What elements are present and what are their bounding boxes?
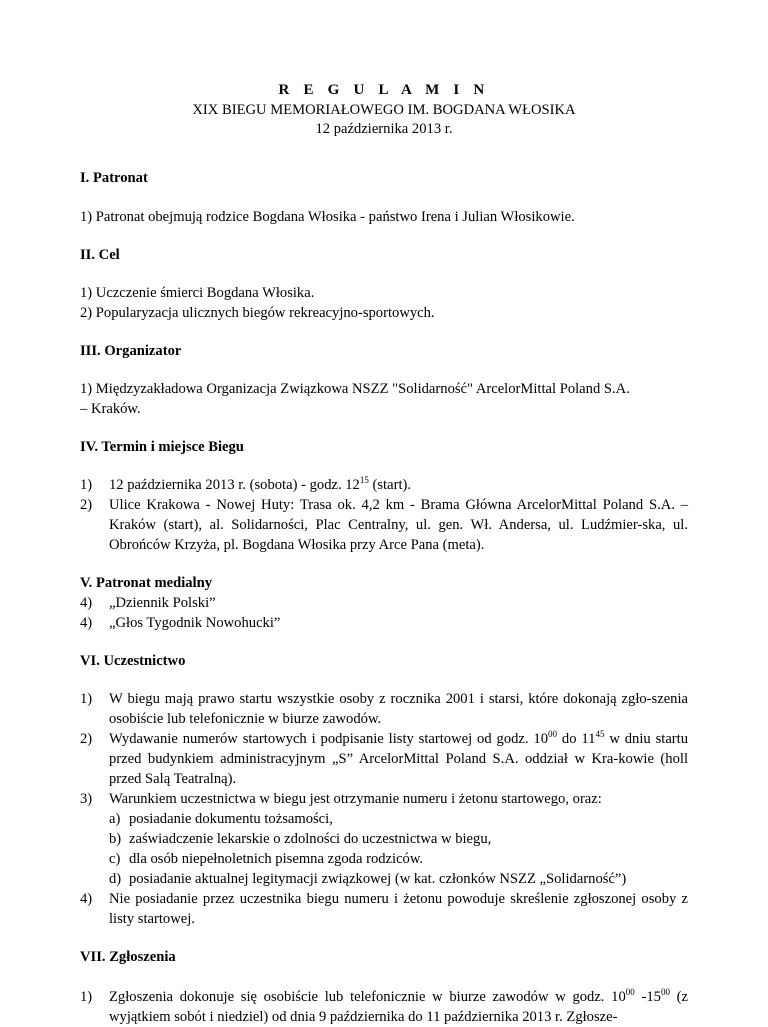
zgloszenia-item-1: 1) Zgłoszenia dokonuje się osobiście lub telefonicznie w biurze zawodów w godz. $10^{00}$ $-15^{00}$ (z wyjątkiem sobót i niedziel) od dnia 9 października do 11 października 2013 r. Zgłosze- [80,987,688,1025]
document-title: R E G U L A M I N [278,82,490,98]
section-heading-termin: IV. Termin i miejsce Biegu [80,439,244,455]
section-heading-uczestnictwo: VI. Uczestnictwo [80,653,186,669]
section-heading-patronat-medialny: V. Patronat medialny [80,575,213,591]
cel-item-2: 2) Popularyzacja ulicznych biegów rekreacyjno-sportowych. [80,305,435,321]
condition-d: d) posiadanie aktualnej legitymacji związkowej (w kat. członków NSZZ „Solidarność”) [109,871,627,887]
section-heading-cel: II. Cel [80,247,120,263]
organizator-item-1-continued: – Kraków. [80,401,141,417]
condition-a: a) posiadanie dokumentu tożsamości, [109,811,333,827]
zgloszenia-list [80,987,688,1027]
termin-item-2: 2) Ulice Krakowa - Nowej Huty: Trasa ok. 4,2 km - Brama Główna ArcelorMittal Poland S.A. – Kraków (start), al. Solidarności, Plac Centralny, ul. gen. Wł. Andersa, ul. Ludźmier-ska, ul. Obrońców Krzyża, pl. Bogdana Włosika przy Arce Pana (meta). [80,497,688,553]
document-page [80,80,688,1027]
item-number: 4) [80,615,93,631]
termin-list [80,475,688,555]
item-number: 3) [80,791,93,807]
patronat-medialny-list [80,593,688,633]
uczestnictwo-list [80,689,688,929]
document-subtitle: XIX BIEGU MEMORIAŁOWEGO IM. BOGDANA WŁOSIKA [192,102,576,118]
item-number: 1) [80,989,93,1005]
item-number: 4) [80,891,93,907]
document-header [80,80,688,139]
item-number: 4) [80,595,93,611]
organizator-item-1: 1) Międzyzakładowa Organizacja Związkowa NSZZ "Solidarność" ArcelorMittal Poland S.A. [80,381,630,397]
media-item-1: 4) „Dziennik Polski” [80,595,216,611]
item-number: 2) [80,731,93,747]
uczestnictwo-conditions [109,809,688,889]
cel-item-1: 1) Uczczenie śmierci Bogdana Włosika. [80,285,315,301]
patronat-item-1: 1) Patronat obejmują rodzice Bogdana Włosika - państwo Irena i Julian Włosikowie. [80,209,575,225]
uczestnictwo-item-2: 2) Wydawanie numerów startowych i podpisanie listy startowej od godz. $10^{00}$ do $11^{45}$ w dniu startu przed budynkiem administracyjnym „S” ArcelorMittal Poland S.A. oddział w Kra-kowie (holl przed Salą Teatralną). [80,729,689,787]
media-item-2: 4) „Głos Tygodnik Nowohucki” [80,615,281,631]
condition-b: b) zaświadczenie lekarskie o zdolności do uczestnictwa w biegu, [109,831,492,847]
item-number: 2) [80,497,93,513]
section-heading-organizator: III. Organizator [80,343,182,359]
uczestnictwo-item-3: 3) Warunkiem uczestnictwa w biegu jest otrzymanie numeru i żetonu startowego, oraz: a) posiadanie dokumentu tożsamości, b) zaświadczenie lekarskie o zdolności do uczestnictwa w biegu, c) dla osób niepełnoletnich pisemna zgoda rodziców. d) posiadanie aktualnej legitymacji związkowej (w kat. członków NSZZ „Solidarność”) [80,789,688,889]
document-date: 12 października 2013 r. [315,121,453,137]
item-number: 1) [80,477,93,493]
section-heading-patronat: I. Patronat [80,170,148,186]
item-number: 1) [80,691,93,707]
uczestnictwo-item-1: 1) W biegu mają prawo startu wszystkie osoby z rocznika 2001 i starsi, które dokonają zgło-szenia osobiście lub telefonicznie w biurze zawodów. [80,691,688,727]
section-heading-zgloszenia: VII. Zgłoszenia [80,949,176,965]
condition-c: c) dla osób niepełnoletnich pisemna zgoda rodziców. [109,851,424,867]
uczestnictwo-item-4: 4) Nie posiadanie przez uczestnika biegu numeru i żetonu powoduje skreślenie zgłoszonej osoby z listy startowej. [80,891,688,927]
termin-item-1: 1) 12 października 2013 r. (sobota) - godz. $12^{15}$ (start). [80,475,412,493]
